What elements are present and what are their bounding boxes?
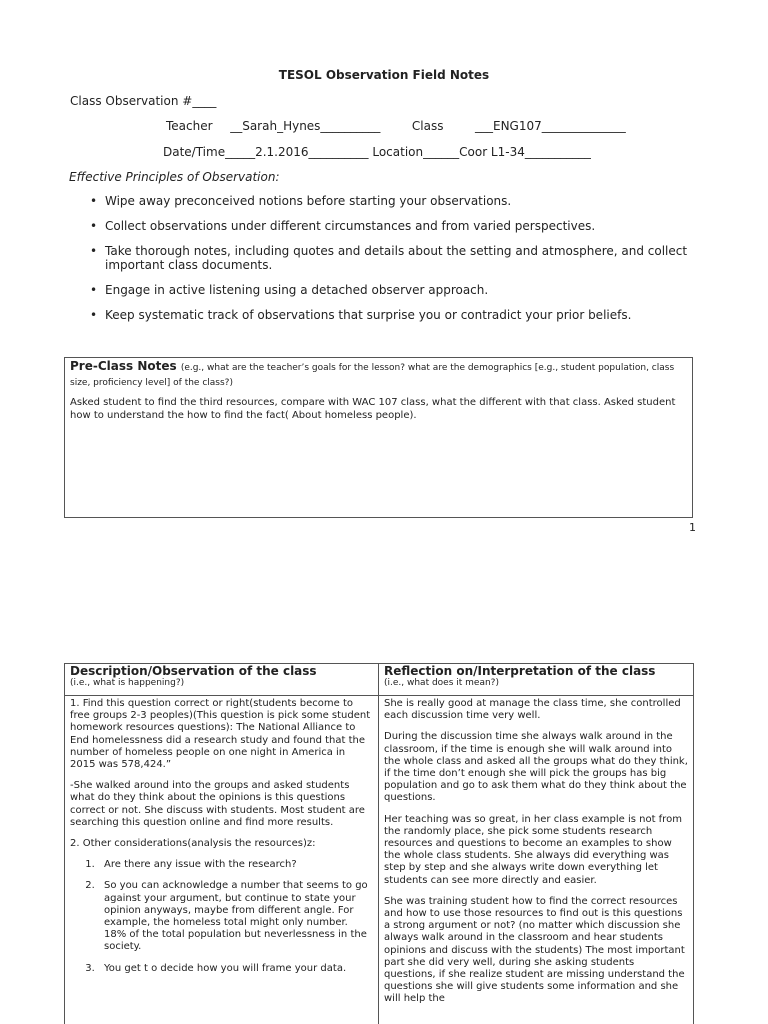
- description-heading: Description/Observation of the class: [70, 664, 317, 678]
- reflection-paragraph: During the discussion time she always walk around in the classroom, if the time is enough she will walk around into the whole class and asked all the groups what do they think, if the time don’t enough she will pick the groups has big population and go to ask them what do they think about the questions.: [384, 731, 688, 804]
- location-value: ______Coor L1-34___________: [423, 145, 591, 159]
- description-header-cell: [65, 664, 379, 696]
- teacher-label: Teacher: [166, 119, 213, 133]
- location-label: Location: [372, 145, 424, 159]
- page-number: 1: [689, 521, 696, 534]
- datetime-value: _____2.1.2016__________: [225, 145, 369, 159]
- description-paragraph: 2. Other considerations(analysis the resources)z:: [70, 838, 316, 850]
- principle-item: • Take thorough notes, including quotes and details about the setting and atmosphere, and collect important class documents.: [87, 244, 697, 272]
- description-body-cell: [65, 696, 379, 1024]
- teacher-value: __Sarah_Hynes__________: [230, 119, 381, 133]
- class-label: Class: [411, 119, 444, 133]
- datetime-label: Date/Time: [163, 145, 226, 159]
- preclass-body: Asked student to find the third resources, compare with WAC 107 class, what the different with that class. Asked student how to understand the how to find the fact( About homeless people).: [70, 397, 676, 421]
- reflection-heading: Reflection on/Interpretation of the class: [384, 664, 656, 678]
- preclass-heading-line: [70, 359, 687, 389]
- principle-item: • Engage in active listening using a detached observer approach.: [87, 283, 697, 297]
- consideration-item: 3. You get t o decide how you will frame your data.: [98, 963, 373, 975]
- principle-item: • Keep systematic track of observations that surprise you or contradict your prior beliefs.: [87, 308, 697, 322]
- observation-table: [64, 663, 694, 1024]
- teacher-class-line: [166, 119, 626, 133]
- description-paragraph: 1. Find this question correct or right(students become to free groups 2-3 peoples)(This question is pick some student homework resources questions): The National Alliance to End homelessness did a research study and found that the number of homeless people on one night in America in 2015 was 578,424.”: [70, 698, 371, 771]
- preclass-subheading: (e.g., what are the teacher’s goals for the lesson? what are the demographics [e.g., student population, class size, proficiency level] of the class?): [70, 363, 675, 388]
- reflection-paragraph: She is really good at manage the class time, she controlled each discussion time very well.: [384, 698, 681, 722]
- reflection-header-cell: [379, 664, 694, 696]
- principle-item: • Wipe away preconceived notions before starting your observations.: [87, 194, 697, 208]
- reflection-paragraph: She was training student how to find the correct resources and how to use those resources to find out is this questions a strong argument or not? (no matter which discussion she always walk around in the classroom and hear students opinions and discuss with the students) The most important part she did very well, during she asking students questions, if she realize student are missing understand the questions she will give students some information and she will help the: [384, 895, 685, 1005]
- description-paragraph: -She walked around into the groups and asked students what do they think about the opinions is this questions correct or not. She discuss with students. Most student are searching this question online and find more results.: [70, 780, 365, 828]
- table-header-row: [65, 664, 694, 696]
- consideration-item: 2. So you can acknowledge a number that seems to go against your argument, but continue to state your opinion anyways, maybe from different angle. For example, the homeless total might only number. 18% of the total population but neverlessness in the society.: [98, 880, 373, 953]
- principle-item: • Collect observations under different circumstances and from varied perspectives.: [87, 219, 697, 233]
- class-value: ___ENG107______________: [474, 119, 626, 133]
- description-subheading: (i.e., what is happening?): [70, 678, 185, 688]
- reflection-subheading: (i.e., what does it mean?): [384, 678, 499, 688]
- table-body-row: [65, 696, 694, 1024]
- reflection-paragraph: Her teaching was so great, in her class example is not from the randomly place, she pick some students research resources and questions to become an examples to show the whole class students. She always did everything was step by step and she always write down everything let students can see more directly and easier.: [384, 813, 682, 886]
- considerations-list: [98, 859, 373, 975]
- document-title: TESOL Observation Field Notes: [278, 68, 490, 82]
- consideration-item: 1. Are there any issue with the research?: [98, 859, 373, 871]
- preclass-heading: Pre-Class Notes: [70, 359, 177, 373]
- preclass-notes-box: [64, 357, 693, 518]
- reflection-body-cell: [379, 696, 694, 1024]
- date-location-line: [163, 145, 591, 159]
- principles-heading: Effective Principles of Observation:: [69, 170, 280, 184]
- principles-list: [87, 194, 697, 333]
- class-observation-number: Class Observation #____: [70, 94, 217, 108]
